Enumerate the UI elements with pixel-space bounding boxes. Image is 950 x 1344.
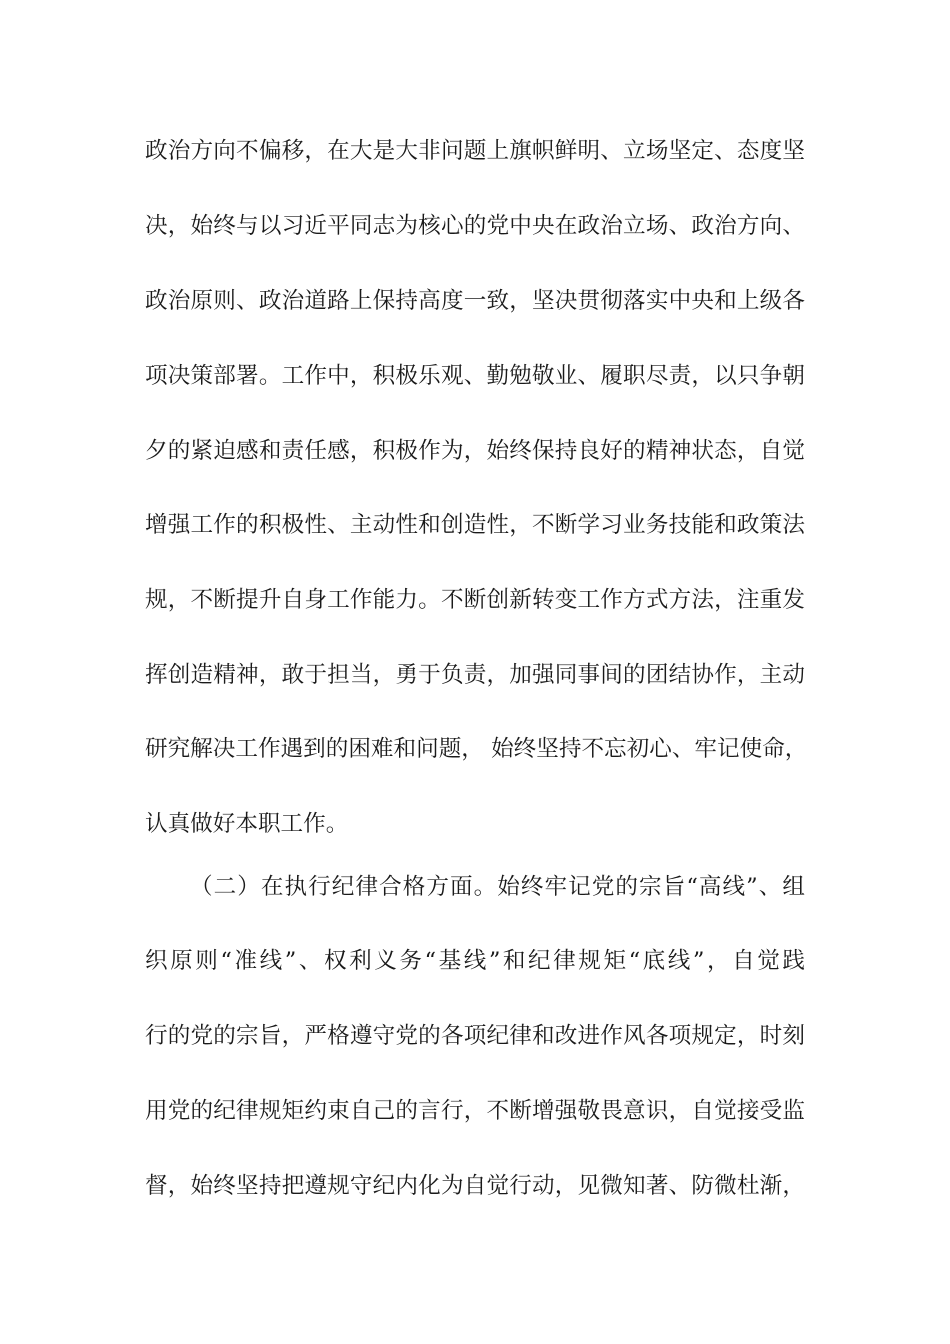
text-line: 研究解决工作遇到的困难和问题， 始终坚持不忘初心、牢记使命， bbox=[145, 736, 808, 762]
text-line: 挥创造精神，敢于担当，勇于负责，加强同事间的团结协作，主动 bbox=[145, 662, 805, 688]
text-line: 督，始终坚持把遵规守纪内化为自觉行动，见微知著、防微杜渐， bbox=[145, 1173, 805, 1199]
text-line: 夕的紧迫感和责任感，积极作为，始终保持良好的精神状态，自觉 bbox=[145, 438, 805, 464]
text-line: 行的党的宗旨，严格遵守党的各项纪律和改进作风各项规定，时刻 bbox=[145, 1023, 805, 1049]
text-line: 增强工作的积极性、主动性和创造性，不断学习业务技能和政策法 bbox=[145, 512, 805, 538]
paragraph-heading-line: （二）在执行纪律合格方面。始终牢记党的宗旨“高线”、组 bbox=[190, 874, 805, 900]
text-line: 项决策部署。工作中，积极乐观、勤勉敬业、履职尽责，以只争朝 bbox=[145, 363, 805, 389]
text-line: 政治原则、政治道路上保持高度一致，坚决贯彻落实中央和上级各 bbox=[145, 288, 805, 314]
text-line: 织原则“准线”、权利义务“基线”和纪律规矩“底线”，自觉践 bbox=[145, 948, 805, 974]
text-line: 政治方向不偏移，在大是大非问题上旗帜鲜明、立场坚定、态度坚 bbox=[145, 138, 805, 164]
text-line: 用党的纪律规矩约束自己的言行，不断增强敬畏意识，自觉接受监 bbox=[145, 1098, 805, 1124]
text-line: 认真做好本职工作。 bbox=[145, 811, 349, 837]
text-line: 规，不断提升自身工作能力。不断创新转变工作方式方法，注重发 bbox=[145, 587, 805, 613]
text-line: 决，始终与以习近平同志为核心的党中央在政治立场、政治方向、 bbox=[145, 213, 805, 239]
